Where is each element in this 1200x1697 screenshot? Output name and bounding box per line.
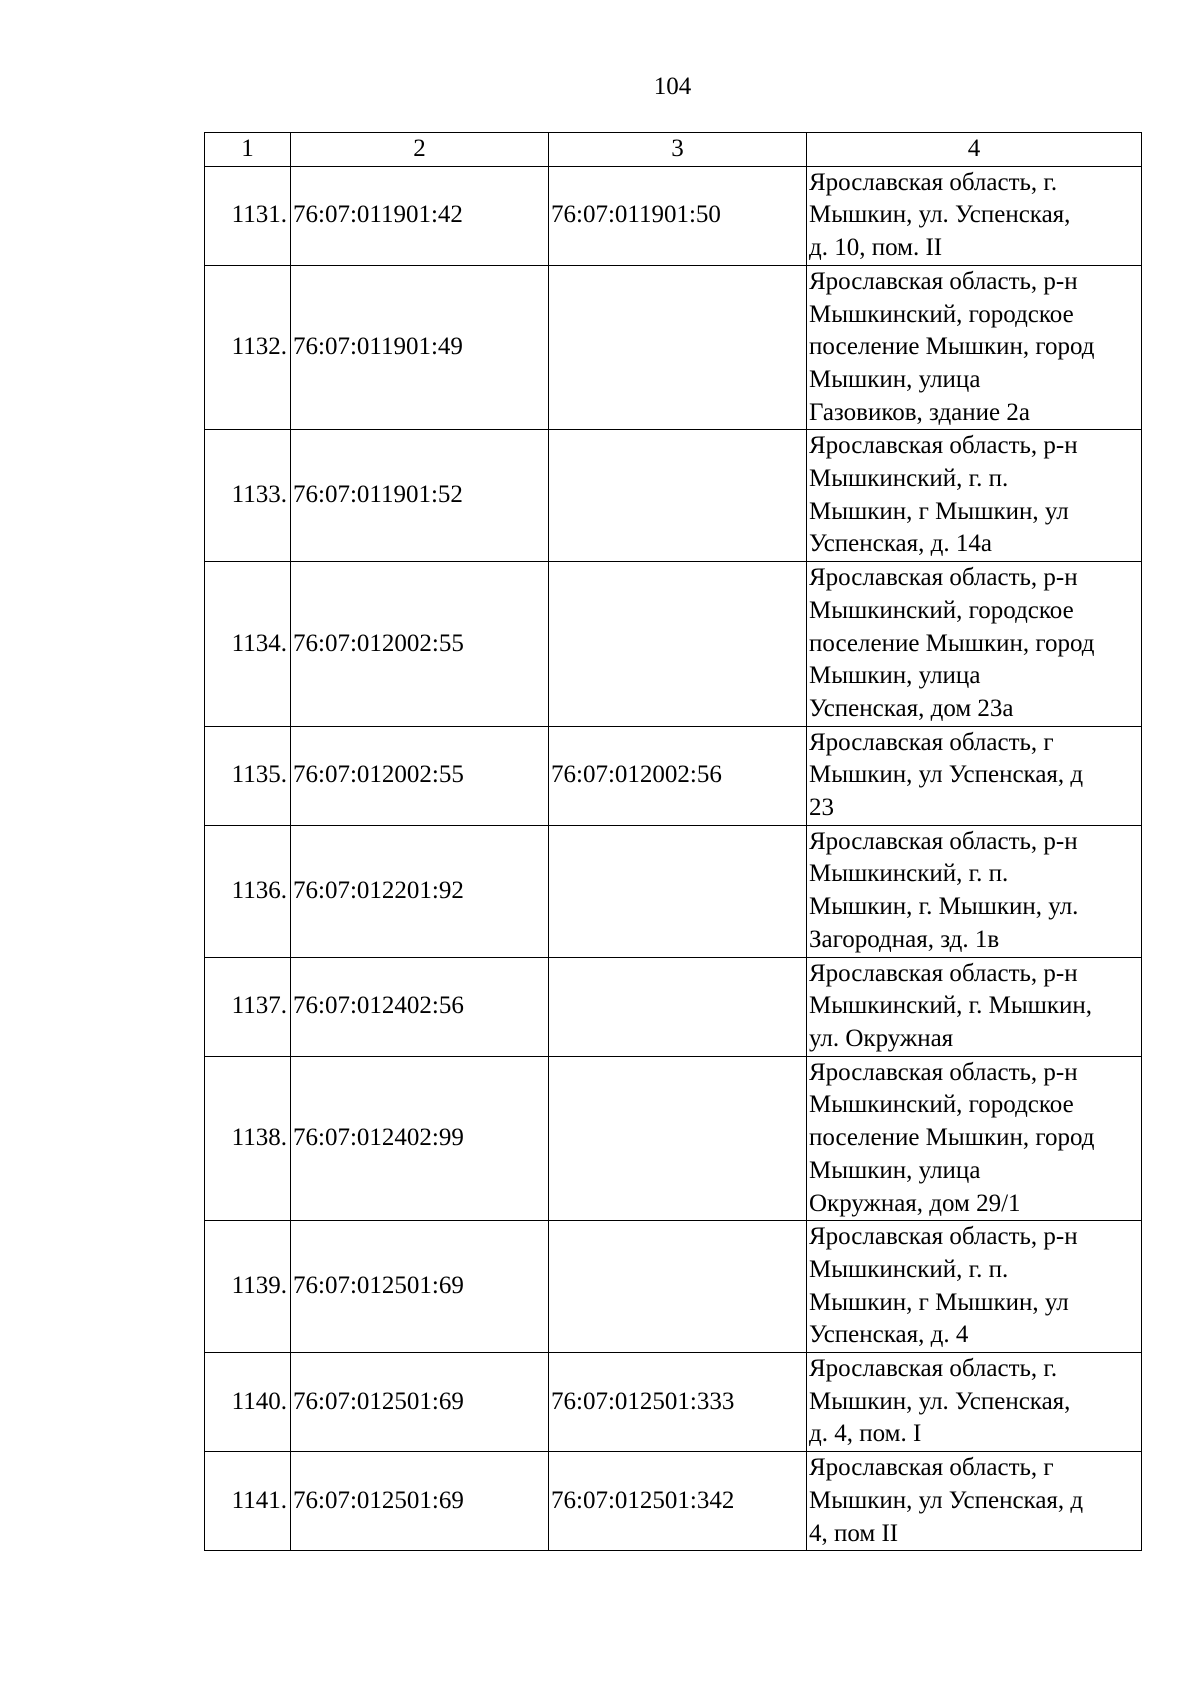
cadastral-number: 76:07:012402:99 (291, 1056, 549, 1221)
address: Ярославская область, г. Мышкин, ул. Успенская, д. 10, пом. II (807, 166, 1142, 265)
column-header-4: 4 (807, 133, 1142, 167)
address: Ярославская область, р-н Мышкинский, городское поселение Мышкин, город Мышкин, улица Газовиков, здание 2а (807, 265, 1142, 430)
cadastral-number-linked: 76:07:012501:333 (549, 1353, 807, 1452)
table-header-row (205, 133, 1142, 167)
table-row (205, 726, 1142, 825)
page-number: 104 (653, 73, 692, 100)
address: Ярославская область, р-н Мышкинский, г. Мышкин, ул. Окружная (807, 957, 1142, 1056)
address: Ярославская область, р-н Мышкинский, г. п. Мышкин, г Мышкин, ул Успенская, д. 4 (807, 1221, 1142, 1353)
address: Ярославская область, р-н Мышкинский, г. п. Мышкин, г Мышкин, ул Успенская, д. 14а (807, 430, 1142, 562)
cadastral-number-linked (549, 957, 807, 1056)
table-row (205, 957, 1142, 1056)
row-number: 1136. (205, 825, 291, 957)
cadastral-number: 76:07:012501:69 (291, 1353, 549, 1452)
cadastral-number-linked (549, 430, 807, 562)
row-number: 1132. (205, 265, 291, 430)
cadastral-number-linked (549, 1056, 807, 1221)
table-row (205, 265, 1142, 430)
cadastral-number: 76:07:012501:69 (291, 1221, 549, 1353)
address: Ярославская область, г. Мышкин, ул. Успенская, д. 4, пом. I (807, 1353, 1142, 1452)
table-row (205, 1353, 1142, 1452)
table-row (205, 1452, 1142, 1551)
address: Ярославская область, г Мышкин, ул Успенская, д 4, пом II (807, 1452, 1142, 1551)
table-row (205, 825, 1142, 957)
address: Ярославская область, р-н Мышкинский, г. п. Мышкин, г. Мышкин, ул. Загородная, зд. 1в (807, 825, 1142, 957)
column-header-3: 3 (549, 133, 807, 167)
column-header-1: 1 (205, 133, 291, 167)
cadastral-number: 76:07:011901:42 (291, 166, 549, 265)
row-number: 1133. (205, 430, 291, 562)
cadastral-number: 76:07:011901:52 (291, 430, 549, 562)
cadastral-number: 76:07:012501:69 (291, 1452, 549, 1551)
column-header-2: 2 (291, 133, 549, 167)
address: Ярославская область, р-н Мышкинский, городское поселение Мышкин, город Мышкин, улица Окружная, дом 29/1 (807, 1056, 1142, 1221)
cadastral-number: 76:07:012002:55 (291, 562, 549, 727)
cadastral-number: 76:07:012002:55 (291, 726, 549, 825)
row-number: 1134. (205, 562, 291, 727)
cadastral-number-linked: 76:07:011901:50 (549, 166, 807, 265)
row-number: 1137. (205, 957, 291, 1056)
row-number: 1141. (205, 1452, 291, 1551)
table-row (205, 1056, 1142, 1221)
table-row (205, 562, 1142, 727)
address: Ярославская область, г Мышкин, ул Успенская, д 23 (807, 726, 1142, 825)
cadastral-number-linked: 76:07:012002:56 (549, 726, 807, 825)
cadastral-number-linked (549, 825, 807, 957)
table-row (205, 1221, 1142, 1353)
address: Ярославская область, р-н Мышкинский, городское поселение Мышкин, город Мышкин, улица Успенская, дом 23а (807, 562, 1142, 727)
row-number: 1139. (205, 1221, 291, 1353)
cadastral-number: 76:07:011901:49 (291, 265, 549, 430)
table-row (205, 166, 1142, 265)
row-number: 1131. (205, 166, 291, 265)
registry-table (204, 132, 1142, 1551)
cadastral-number-linked (549, 1221, 807, 1353)
cadastral-number-linked (549, 562, 807, 727)
row-number: 1138. (205, 1056, 291, 1221)
cadastral-number: 76:07:012201:92 (291, 825, 549, 957)
cadastral-number-linked: 76:07:012501:342 (549, 1452, 807, 1551)
cadastral-number: 76:07:012402:56 (291, 957, 549, 1056)
table-row (205, 430, 1142, 562)
cadastral-number-linked (549, 265, 807, 430)
row-number: 1140. (205, 1353, 291, 1452)
row-number: 1135. (205, 726, 291, 825)
